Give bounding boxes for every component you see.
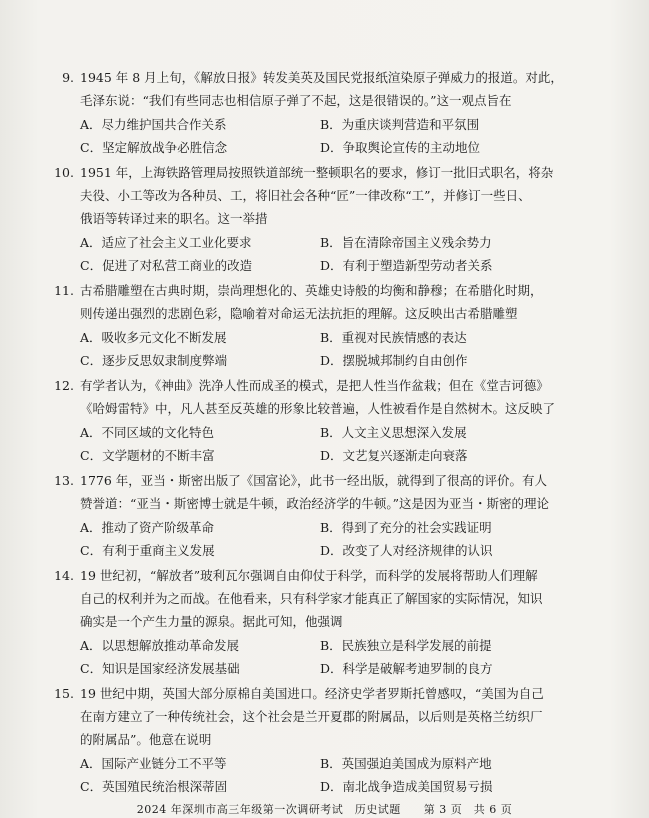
- question-text-line: 赞誉道：“亚当・斯密博士就是牛顿，政治经济学的牛顿。”这是因为亚当・斯密的理论: [80, 496, 550, 511]
- question-text-line: 在南方建立了一种传统社会，这个社会是兰开夏郡的附属品，以后则是英格兰纺织厂: [80, 709, 543, 724]
- question-number: 10.: [54, 165, 74, 180]
- question-text-line: 14. 19 世纪初，“解放者”玻利瓦尔强调自由仰仗于科学，而科学的发展将帮助人们理解: [46, 569, 538, 583]
- option-b: B．民族独立是科学发展的前提: [320, 638, 492, 653]
- question-text-line: 确实是一个产生力量的源泉。据此可知，他强调: [80, 614, 343, 629]
- option-d: D．改变了人对经济规律的认识: [320, 543, 493, 558]
- option-d: D．有利于塑造新型劳动者关系: [320, 258, 493, 273]
- option-a: A．不同区域的文化特色: [80, 425, 215, 440]
- question-number: 12.: [54, 378, 74, 393]
- option-a: A．以思想解放推动革命发展: [80, 638, 240, 653]
- option-a: A．尽力维护国共合作关系: [80, 117, 227, 132]
- question-text-line: 夫役、小工等改为各种员、工，将旧社会各种“匠”一律改称“工”，并修订一些日、: [80, 188, 531, 203]
- option-c: C．促进了对私营工商业的改造: [80, 258, 253, 273]
- option-b: B．旨在清除帝国主义残余势力: [320, 235, 492, 250]
- option-b: B．得到了充分的社会实践证明: [320, 520, 492, 535]
- option-c: C．文学题材的不断丰富: [80, 448, 215, 463]
- question-number: 15.: [54, 686, 74, 701]
- option-d: D．南北战争造成美国贸易亏损: [320, 779, 493, 794]
- option-a: A．推动了资产阶级革命: [80, 520, 215, 535]
- question-text-line: 则传递出强烈的悲剧色彩，隐喻着对命运无法抗拒的理解。这反映出古希腊雕塑: [80, 306, 518, 321]
- question-text-line: 11. 古希腊雕塑在古典时期，崇尚理想化的、英雄史诗般的均衡和静穆；在希腊化时期，: [46, 284, 543, 298]
- question-number: 13.: [54, 473, 74, 488]
- question-number: 9.: [62, 70, 74, 85]
- option-c: C．有利于重商主义发展: [80, 543, 215, 558]
- question-text-line: 自己的权利并为之而战。在他看来，只有科学家才能真正了解国家的实际情况，知识: [80, 591, 543, 606]
- option-c: C．坚定解放战争必胜信念: [80, 140, 228, 155]
- option-c: C．逐步反思奴隶制度弊端: [80, 353, 228, 368]
- option-d: D．文艺复兴逐渐走向衰落: [320, 448, 468, 463]
- option-d: D．科学是破解考迪罗制的良方: [320, 661, 493, 676]
- question-text-line: 毛泽东说：“我们有些同志也相信原子弹了不起，这是很错误的。”这一观点旨在: [80, 93, 512, 108]
- option-b: B．为重庆谈判营造和平氛围: [320, 117, 480, 132]
- question-number: 14.: [54, 568, 74, 583]
- option-d: D．摆脱城邦制约自由创作: [320, 353, 468, 368]
- option-a: A．吸收多元文化不断发展: [80, 330, 227, 345]
- option-b: B．人文主义思想深入发展: [320, 425, 467, 440]
- question-text-line: 13. 1776 年，亚当・斯密出版了《国富论》，此书一经出版，就得到了很高的评价。有人: [46, 474, 547, 488]
- question-text-line: 15. 19 世纪中期，英国大部分原棉自美国进口。经济史学者罗斯托曾感叹，“美国为自己: [46, 687, 544, 701]
- question-text-line: 10. 1951 年，上海铁路管理局按照铁道部统一整顿职名的要求，修订一批旧式职名，将杂: [46, 166, 553, 180]
- option-b: B．重视对民族情感的表达: [320, 330, 467, 345]
- question-text-line: 俄语等转译过来的职名。这一举措: [80, 211, 268, 226]
- question-text-line: 12. 有学者认为，《神曲》洗净人性而成圣的模式，是把人性当作盆栽；但在《堂吉诃德》: [46, 379, 549, 393]
- option-a: A．适应了社会主义工业化要求: [80, 235, 252, 250]
- option-b: B．英国强迫美国成为原料产地: [320, 756, 492, 771]
- question-number: 11.: [54, 283, 74, 298]
- question-text-line: 9. 1945 年 8 月上旬，《解放日报》转发美英及国民党报纸渲染原子弹威力的报道。对此，: [46, 71, 563, 85]
- question-text-line: 的附属品”。他意在说明: [80, 732, 212, 747]
- option-a: A．国际产业链分工不平等: [80, 756, 227, 771]
- question-text-line: 《哈姆雷特》中，凡人甚至反英雄的形象比较普遍，人性被看作是自然树木。这反映了: [80, 401, 556, 416]
- option-c: C．英国殖民统治根深蒂固: [80, 779, 228, 794]
- option-d: D．争取舆论宣传的主动地位: [320, 140, 481, 155]
- page-footer: 2024 年深圳市高三年级第一次调研考试 历史试题 第 3 页 共 6 页: [136, 803, 513, 816]
- option-c: C．知识是国家经济发展基础: [80, 661, 240, 676]
